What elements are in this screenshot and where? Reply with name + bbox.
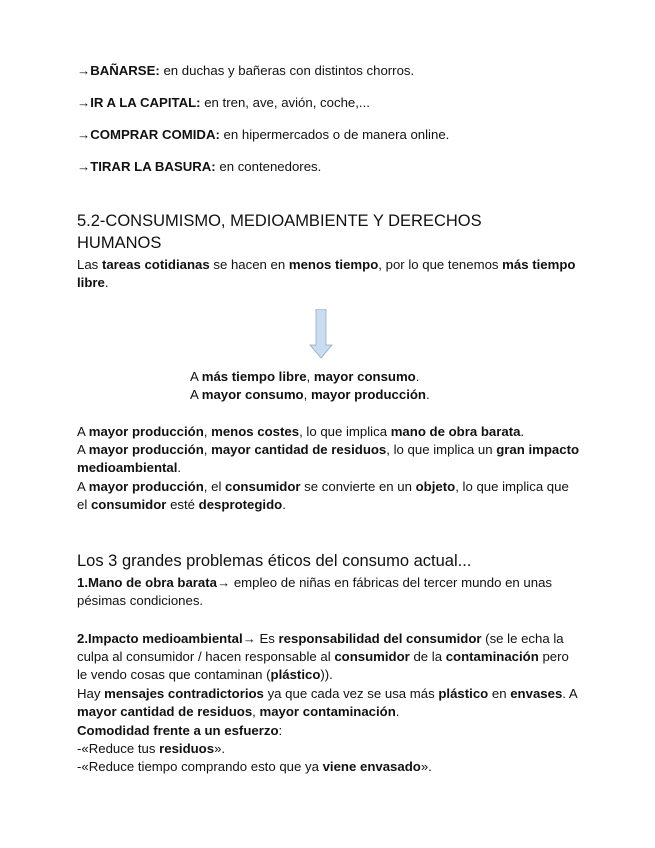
intro-paragraph: Las tareas cotidianas se hacen en menos tiempo, por lo que tenemos más tiempo libre. <box>77 257 576 290</box>
mensajes-contradictorios: Hay mensajes contradictorios ya que cada vez se usa más plástico en envases. A mayor cantidad de residuos, mayor contaminación. <box>77 686 577 719</box>
consequence-consumidor: A mayor producción, el consumidor se convierte en un objeto, lo que implica que el consumidor esté desprotegido. <box>77 479 569 512</box>
centered-line-1: A más tiempo libre, mayor consumo. <box>190 369 420 384</box>
centered-line-2: A mayor consumo, mayor producción. <box>190 387 430 402</box>
bullet-ir-capital: →IR A LA CAPITAL: en tren, ave, avión, coche,... <box>77 95 370 110</box>
comodidad-heading: Comodidad frente a un esfuerzo: <box>77 723 283 738</box>
section-title-problemas: Los 3 grandes problemas éticos del consumo actual... <box>77 552 472 570</box>
section-title-consumismo: 5.2-CONSUMISMO, MEDIOAMBIENTE Y DERECHOS HUMANOS <box>77 212 482 252</box>
consequence-mano-obra: A mayor producción, menos costes, lo que implica mano de obra barata. <box>77 424 525 439</box>
consequence-impacto: A mayor producción, mayor cantidad de residuos, lo que implica un gran impacto medioambiental. <box>77 442 580 475</box>
quote-reduce-residuos: -«Reduce tus residuos». <box>77 741 226 756</box>
bullet-tirar-basura: →TIRAR LA BASURA: en contenedores. <box>77 159 322 174</box>
problem-mano-obra: 1.Mano de obra barata→ empleo de niñas en fábricas del tercer mundo en unas pésimas condiciones. <box>77 575 552 608</box>
bullet-banarse: →BAÑARSE: en duchas y bañeras con distintos chorros. <box>77 63 415 78</box>
down-arrow-icon <box>309 309 333 359</box>
bullet-comprar-comida: →COMPRAR COMIDA: en hipermercados o de manera online. <box>77 127 450 142</box>
problem-impacto: 2.Impacto medioambiental→ Es responsabilidad del consumidor (se le echa la culpa al consumidor / hacen responsable al consumidor de la contaminación pero le vendo cosas que contaminan (plástico)). <box>77 631 569 682</box>
quote-reduce-tiempo: -«Reduce tiempo comprando esto que ya viene envasado». <box>77 759 432 774</box>
